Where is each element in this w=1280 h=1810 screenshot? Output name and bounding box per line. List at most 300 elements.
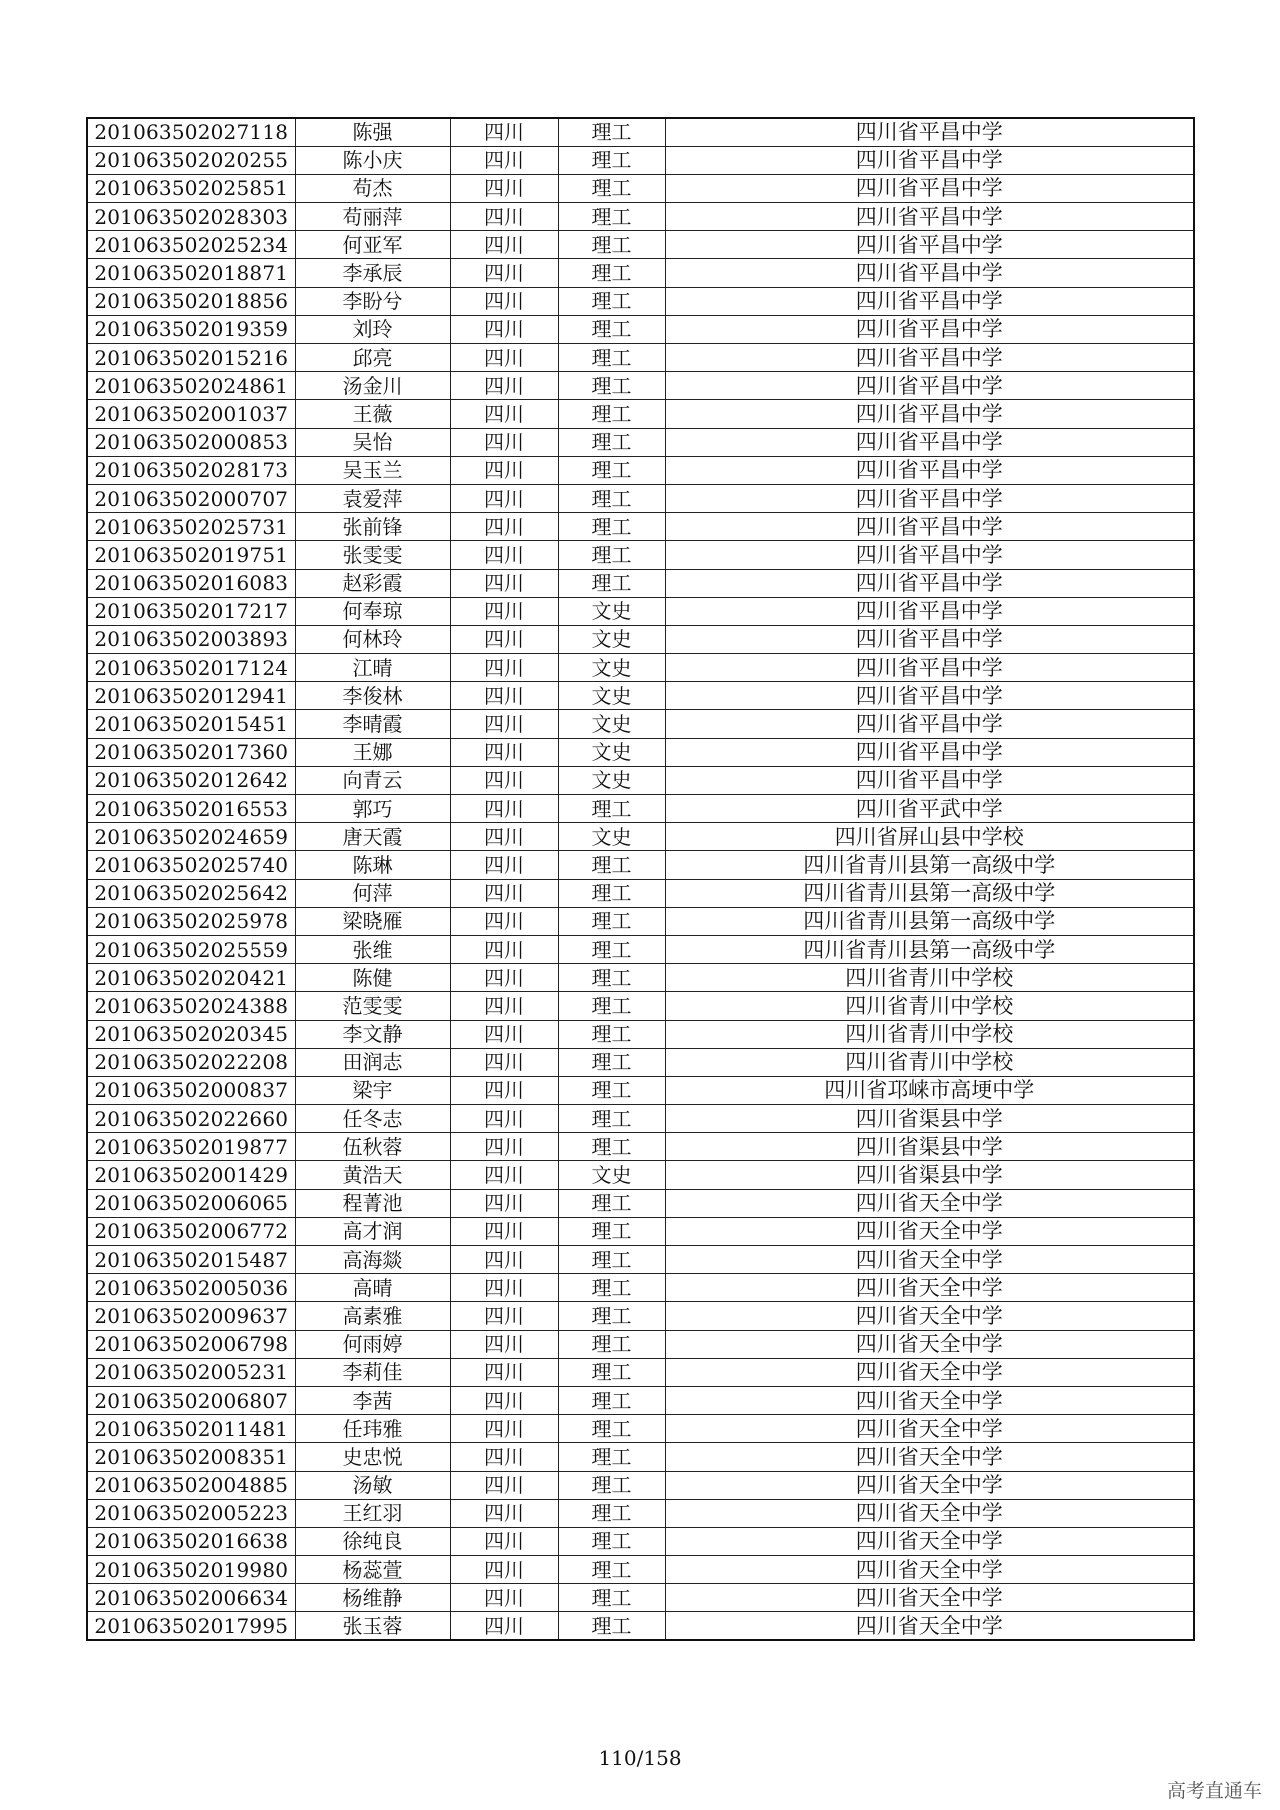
- subject-type-cell: 理工: [558, 1527, 665, 1555]
- name-cell: 范雯雯: [295, 992, 450, 1020]
- province-cell: 四川: [450, 484, 558, 512]
- school-cell: 四川省天全中学: [665, 1612, 1194, 1640]
- name-cell: 李承辰: [295, 259, 450, 287]
- subject-type-cell: 理工: [558, 259, 665, 287]
- subject-type-cell: 理工: [558, 174, 665, 202]
- name-cell: 郭巧: [295, 795, 450, 823]
- exam-number-cell: 201063502005223: [87, 1499, 295, 1527]
- school-cell: 四川省平昌中学: [665, 315, 1194, 343]
- subject-type-cell: 理工: [558, 879, 665, 907]
- school-cell: 四川省平昌中学: [665, 738, 1194, 766]
- exam-number-cell: 201063502004885: [87, 1471, 295, 1499]
- subject-type-cell: 理工: [558, 1302, 665, 1330]
- school-cell: 四川省平昌中学: [665, 456, 1194, 484]
- name-cell: 高海燚: [295, 1246, 450, 1274]
- table-row: [87, 1302, 1194, 1330]
- name-cell: 史忠悦: [295, 1443, 450, 1471]
- table-row: [87, 879, 1194, 907]
- province-cell: 四川: [450, 1499, 558, 1527]
- subject-type-cell: 理工: [558, 541, 665, 569]
- exam-number-cell: 201063502028173: [87, 456, 295, 484]
- name-cell: 王红羽: [295, 1499, 450, 1527]
- exam-number-cell: 201063502025978: [87, 907, 295, 935]
- exam-number-cell: 201063502016638: [87, 1527, 295, 1555]
- exam-number-cell: 201063502006065: [87, 1189, 295, 1217]
- name-cell: 张雯雯: [295, 541, 450, 569]
- school-cell: 四川省平昌中学: [665, 710, 1194, 738]
- school-cell: 四川省平昌中学: [665, 513, 1194, 541]
- table-row: [87, 372, 1194, 400]
- name-cell: 李盼兮: [295, 287, 450, 315]
- table-row: [87, 1358, 1194, 1386]
- name-cell: 田润志: [295, 1048, 450, 1076]
- exam-number-cell: 201063502017217: [87, 597, 295, 625]
- subject-type-cell: 理工: [558, 1584, 665, 1612]
- exam-number-cell: 201063502015487: [87, 1246, 295, 1274]
- exam-number-cell: 201063502000853: [87, 428, 295, 456]
- name-cell: 高素雅: [295, 1302, 450, 1330]
- exam-number-cell: 201063502001037: [87, 400, 295, 428]
- school-cell: 四川省平昌中学: [665, 259, 1194, 287]
- school-cell: 四川省天全中学: [665, 1584, 1194, 1612]
- exam-number-cell: 201063502019751: [87, 541, 295, 569]
- table-row: [87, 231, 1194, 259]
- province-cell: 四川: [450, 456, 558, 484]
- name-cell: 唐天霞: [295, 823, 450, 851]
- table-row: [87, 174, 1194, 202]
- province-cell: 四川: [450, 823, 558, 851]
- exam-number-cell: 201063502017124: [87, 654, 295, 682]
- subject-type-cell: 理工: [558, 146, 665, 174]
- name-cell: 杨蕊萱: [295, 1556, 450, 1584]
- name-cell: 李晴霞: [295, 710, 450, 738]
- school-cell: 四川省天全中学: [665, 1527, 1194, 1555]
- province-cell: 四川: [450, 118, 558, 146]
- school-cell: 四川省平昌中学: [665, 203, 1194, 231]
- school-cell: 四川省天全中学: [665, 1443, 1194, 1471]
- exam-number-cell: 201063502020421: [87, 964, 295, 992]
- subject-type-cell: 理工: [558, 484, 665, 512]
- table-row: [87, 710, 1194, 738]
- school-cell: 四川省平昌中学: [665, 625, 1194, 653]
- province-cell: 四川: [450, 259, 558, 287]
- table-row: [87, 344, 1194, 372]
- exam-number-cell: 201063502006807: [87, 1386, 295, 1414]
- school-cell: 四川省青川县第一高级中学: [665, 907, 1194, 935]
- name-cell: 陈健: [295, 964, 450, 992]
- exam-number-cell: 201063502012941: [87, 682, 295, 710]
- subject-type-cell: 理工: [558, 1217, 665, 1245]
- table-row: [87, 484, 1194, 512]
- name-cell: 李茜: [295, 1386, 450, 1414]
- subject-type-cell: 理工: [558, 1330, 665, 1358]
- subject-type-cell: 理工: [558, 1048, 665, 1076]
- table-row: [87, 851, 1194, 879]
- exam-number-cell: 201063502025234: [87, 231, 295, 259]
- subject-type-cell: 理工: [558, 1443, 665, 1471]
- exam-number-cell: 201063502009637: [87, 1302, 295, 1330]
- exam-number-cell: 201063502020255: [87, 146, 295, 174]
- exam-number-cell: 201063502024861: [87, 372, 295, 400]
- subject-type-cell: 理工: [558, 1612, 665, 1640]
- province-cell: 四川: [450, 1048, 558, 1076]
- school-cell: 四川省天全中学: [665, 1415, 1194, 1443]
- table-row: [87, 259, 1194, 287]
- name-cell: 刘玲: [295, 315, 450, 343]
- province-cell: 四川: [450, 1246, 558, 1274]
- exam-number-cell: 201063502025559: [87, 935, 295, 963]
- subject-type-cell: 理工: [558, 1020, 665, 1048]
- exam-number-cell: 201063502018856: [87, 287, 295, 315]
- table-row: [87, 907, 1194, 935]
- subject-type-cell: 理工: [558, 456, 665, 484]
- table-row: [87, 766, 1194, 794]
- school-cell: 四川省平昌中学: [665, 146, 1194, 174]
- name-cell: 邱亮: [295, 344, 450, 372]
- table-row: [87, 1612, 1194, 1640]
- province-cell: 四川: [450, 541, 558, 569]
- name-cell: 梁宇: [295, 1076, 450, 1104]
- table-row: [87, 1584, 1194, 1612]
- province-cell: 四川: [450, 1471, 558, 1499]
- table-row: [87, 1189, 1194, 1217]
- table-body: [87, 118, 1194, 1640]
- table-row: [87, 513, 1194, 541]
- subject-type-cell: 理工: [558, 992, 665, 1020]
- school-cell: 四川省平昌中学: [665, 484, 1194, 512]
- name-cell: 何萍: [295, 879, 450, 907]
- province-cell: 四川: [450, 710, 558, 738]
- exam-number-cell: 201063502025740: [87, 851, 295, 879]
- name-cell: 吴玉兰: [295, 456, 450, 484]
- name-cell: 何亚军: [295, 231, 450, 259]
- school-cell: 四川省平昌中学: [665, 682, 1194, 710]
- province-cell: 四川: [450, 344, 558, 372]
- province-cell: 四川: [450, 1133, 558, 1161]
- school-cell: 四川省天全中学: [665, 1217, 1194, 1245]
- school-cell: 四川省青川县第一高级中学: [665, 879, 1194, 907]
- subject-type-cell: 理工: [558, 569, 665, 597]
- province-cell: 四川: [450, 1584, 558, 1612]
- exam-number-cell: 201063502017995: [87, 1612, 295, 1640]
- school-cell: 四川省渠县中学: [665, 1105, 1194, 1133]
- table-row: [87, 456, 1194, 484]
- table-row: [87, 1020, 1194, 1048]
- province-cell: 四川: [450, 1415, 558, 1443]
- school-cell: 四川省天全中学: [665, 1499, 1194, 1527]
- subject-type-cell: 文史: [558, 766, 665, 794]
- school-cell: 四川省平昌中学: [665, 231, 1194, 259]
- name-cell: 黄浩天: [295, 1161, 450, 1189]
- table-row: [87, 1217, 1194, 1245]
- name-cell: 任玮雅: [295, 1415, 450, 1443]
- exam-number-cell: 201063502025731: [87, 513, 295, 541]
- province-cell: 四川: [450, 597, 558, 625]
- school-cell: 四川省青川县第一高级中学: [665, 851, 1194, 879]
- school-cell: 四川省邛崃市高埂中学: [665, 1076, 1194, 1104]
- school-cell: 四川省天全中学: [665, 1274, 1194, 1302]
- school-cell: 四川省平昌中学: [665, 372, 1194, 400]
- province-cell: 四川: [450, 146, 558, 174]
- student-list-table: [86, 117, 1195, 1641]
- school-cell: 四川省渠县中学: [665, 1133, 1194, 1161]
- subject-type-cell: 理工: [558, 1556, 665, 1584]
- name-cell: 李文静: [295, 1020, 450, 1048]
- name-cell: 向青云: [295, 766, 450, 794]
- exam-number-cell: 201063502001429: [87, 1161, 295, 1189]
- province-cell: 四川: [450, 1330, 558, 1358]
- subject-type-cell: 理工: [558, 1471, 665, 1499]
- table-row: [87, 1246, 1194, 1274]
- province-cell: 四川: [450, 1527, 558, 1555]
- province-cell: 四川: [450, 1358, 558, 1386]
- exam-number-cell: 201063502017360: [87, 738, 295, 766]
- province-cell: 四川: [450, 1443, 558, 1471]
- subject-type-cell: 理工: [558, 964, 665, 992]
- school-cell: 四川省天全中学: [665, 1358, 1194, 1386]
- province-cell: 四川: [450, 569, 558, 597]
- school-cell: 四川省平昌中学: [665, 541, 1194, 569]
- province-cell: 四川: [450, 1020, 558, 1048]
- table-row: [87, 428, 1194, 456]
- name-cell: 徐纯良: [295, 1527, 450, 1555]
- name-cell: 程菁池: [295, 1189, 450, 1217]
- school-cell: 四川省平昌中学: [665, 287, 1194, 315]
- exam-number-cell: 201063502019359: [87, 315, 295, 343]
- province-cell: 四川: [450, 879, 558, 907]
- exam-number-cell: 201063502011481: [87, 1415, 295, 1443]
- name-cell: 高晴: [295, 1274, 450, 1302]
- subject-type-cell: 文史: [558, 682, 665, 710]
- school-cell: 四川省平昌中学: [665, 766, 1194, 794]
- province-cell: 四川: [450, 1189, 558, 1217]
- subject-type-cell: 文史: [558, 1161, 665, 1189]
- table-row: [87, 625, 1194, 653]
- subject-type-cell: 文史: [558, 710, 665, 738]
- name-cell: 杨维静: [295, 1584, 450, 1612]
- subject-type-cell: 理工: [558, 1133, 665, 1161]
- school-cell: 四川省青川中学校: [665, 992, 1194, 1020]
- exam-number-cell: 201063502005036: [87, 1274, 295, 1302]
- exam-number-cell: 201063502000837: [87, 1076, 295, 1104]
- province-cell: 四川: [450, 964, 558, 992]
- school-cell: 四川省平昌中学: [665, 174, 1194, 202]
- province-cell: 四川: [450, 1386, 558, 1414]
- subject-type-cell: 理工: [558, 935, 665, 963]
- table-row: [87, 1499, 1194, 1527]
- subject-type-cell: 理工: [558, 1076, 665, 1104]
- province-cell: 四川: [450, 1274, 558, 1302]
- exam-number-cell: 201063502027118: [87, 118, 295, 146]
- subject-type-cell: 文史: [558, 625, 665, 653]
- school-cell: 四川省平武中学: [665, 795, 1194, 823]
- subject-type-cell: 理工: [558, 231, 665, 259]
- province-cell: 四川: [450, 654, 558, 682]
- school-cell: 四川省平昌中学: [665, 569, 1194, 597]
- name-cell: 王娜: [295, 738, 450, 766]
- province-cell: 四川: [450, 766, 558, 794]
- province-cell: 四川: [450, 1556, 558, 1584]
- name-cell: 吴怡: [295, 428, 450, 456]
- province-cell: 四川: [450, 1105, 558, 1133]
- table-row: [87, 1161, 1194, 1189]
- subject-type-cell: 文史: [558, 597, 665, 625]
- table-row: [87, 964, 1194, 992]
- table-row: [87, 597, 1194, 625]
- name-cell: 陈琳: [295, 851, 450, 879]
- name-cell: 李俊林: [295, 682, 450, 710]
- name-cell: 何奉琼: [295, 597, 450, 625]
- school-cell: 四川省平昌中学: [665, 654, 1194, 682]
- school-cell: 四川省渠县中学: [665, 1161, 1194, 1189]
- table-row: [87, 1443, 1194, 1471]
- school-cell: 四川省青川中学校: [665, 1048, 1194, 1076]
- name-cell: 何雨婷: [295, 1330, 450, 1358]
- school-cell: 四川省天全中学: [665, 1386, 1194, 1414]
- exam-number-cell: 201063502005231: [87, 1358, 295, 1386]
- name-cell: 袁爱萍: [295, 484, 450, 512]
- table-row: [87, 203, 1194, 231]
- province-cell: 四川: [450, 315, 558, 343]
- subject-type-cell: 理工: [558, 428, 665, 456]
- name-cell: 江晴: [295, 654, 450, 682]
- name-cell: 汤敏: [295, 1471, 450, 1499]
- table-row: [87, 541, 1194, 569]
- subject-type-cell: 理工: [558, 513, 665, 541]
- school-cell: 四川省青川县第一高级中学: [665, 935, 1194, 963]
- exam-number-cell: 201063502024659: [87, 823, 295, 851]
- subject-type-cell: 理工: [558, 1246, 665, 1274]
- school-cell: 四川省天全中学: [665, 1246, 1194, 1274]
- name-cell: 任冬志: [295, 1105, 450, 1133]
- subject-type-cell: 理工: [558, 315, 665, 343]
- subject-type-cell: 理工: [558, 203, 665, 231]
- table-row: [87, 1415, 1194, 1443]
- name-cell: 梁晓雁: [295, 907, 450, 935]
- subject-type-cell: 理工: [558, 1274, 665, 1302]
- exam-number-cell: 201063502008351: [87, 1443, 295, 1471]
- name-cell: 陈小庆: [295, 146, 450, 174]
- exam-number-cell: 201063502006634: [87, 1584, 295, 1612]
- table-row: [87, 1133, 1194, 1161]
- name-cell: 高才润: [295, 1217, 450, 1245]
- school-cell: 四川省平昌中学: [665, 118, 1194, 146]
- province-cell: 四川: [450, 907, 558, 935]
- subject-type-cell: 理工: [558, 1415, 665, 1443]
- school-cell: 四川省天全中学: [665, 1471, 1194, 1499]
- province-cell: 四川: [450, 372, 558, 400]
- table-row: [87, 1105, 1194, 1133]
- subject-type-cell: 理工: [558, 118, 665, 146]
- exam-number-cell: 201063502028303: [87, 203, 295, 231]
- subject-type-cell: 理工: [558, 795, 665, 823]
- table-row: [87, 654, 1194, 682]
- subject-type-cell: 理工: [558, 372, 665, 400]
- school-cell: 四川省天全中学: [665, 1556, 1194, 1584]
- subject-type-cell: 文史: [558, 654, 665, 682]
- subject-type-cell: 理工: [558, 400, 665, 428]
- table-row: [87, 400, 1194, 428]
- exam-number-cell: 201063502006772: [87, 1217, 295, 1245]
- table-row: [87, 1386, 1194, 1414]
- name-cell: 王薇: [295, 400, 450, 428]
- exam-number-cell: 201063502016083: [87, 569, 295, 597]
- name-cell: 张前锋: [295, 513, 450, 541]
- table-row: [87, 1556, 1194, 1584]
- name-cell: 何林玲: [295, 625, 450, 653]
- exam-number-cell: 201063502022208: [87, 1048, 295, 1076]
- province-cell: 四川: [450, 174, 558, 202]
- province-cell: 四川: [450, 1612, 558, 1640]
- province-cell: 四川: [450, 992, 558, 1020]
- school-cell: 四川省平昌中学: [665, 344, 1194, 372]
- exam-number-cell: 201063502015451: [87, 710, 295, 738]
- name-cell: 赵彩霞: [295, 569, 450, 597]
- subject-type-cell: 理工: [558, 1189, 665, 1217]
- name-cell: 汤金川: [295, 372, 450, 400]
- subject-type-cell: 理工: [558, 851, 665, 879]
- table-row: [87, 569, 1194, 597]
- province-cell: 四川: [450, 682, 558, 710]
- province-cell: 四川: [450, 400, 558, 428]
- subject-type-cell: 理工: [558, 1386, 665, 1414]
- page-number: 110/158: [598, 1746, 682, 1770]
- school-cell: 四川省天全中学: [665, 1189, 1194, 1217]
- exam-number-cell: 201063502015216: [87, 344, 295, 372]
- exam-number-cell: 201063502022660: [87, 1105, 295, 1133]
- province-cell: 四川: [450, 851, 558, 879]
- province-cell: 四川: [450, 1076, 558, 1104]
- exam-number-cell: 201063502019980: [87, 1556, 295, 1584]
- exam-number-cell: 201063502016553: [87, 795, 295, 823]
- exam-number-cell: 201063502019877: [87, 1133, 295, 1161]
- province-cell: 四川: [450, 428, 558, 456]
- exam-number-cell: 201063502006798: [87, 1330, 295, 1358]
- school-cell: 四川省青川中学校: [665, 964, 1194, 992]
- province-cell: 四川: [450, 795, 558, 823]
- name-cell: 陈强: [295, 118, 450, 146]
- table-row: [87, 1274, 1194, 1302]
- province-cell: 四川: [450, 935, 558, 963]
- watermark-text: 高考直通车: [1166, 1780, 1262, 1802]
- table-row: [87, 1471, 1194, 1499]
- exam-number-cell: 201063502003893: [87, 625, 295, 653]
- table-row: [87, 795, 1194, 823]
- table-row: [87, 1076, 1194, 1104]
- province-cell: 四川: [450, 203, 558, 231]
- province-cell: 四川: [450, 1161, 558, 1189]
- exam-number-cell: 201063502000707: [87, 484, 295, 512]
- school-cell: 四川省平昌中学: [665, 597, 1194, 625]
- subject-type-cell: 文史: [558, 738, 665, 766]
- exam-number-cell: 201063502025851: [87, 174, 295, 202]
- subject-type-cell: 理工: [558, 907, 665, 935]
- table-row: [87, 823, 1194, 851]
- name-cell: 李莉佳: [295, 1358, 450, 1386]
- name-cell: 张玉蓉: [295, 1612, 450, 1640]
- name-cell: 伍秋蓉: [295, 1133, 450, 1161]
- table-row: [87, 1330, 1194, 1358]
- exam-number-cell: 201063502020345: [87, 1020, 295, 1048]
- table-row: [87, 1048, 1194, 1076]
- school-cell: 四川省平昌中学: [665, 400, 1194, 428]
- province-cell: 四川: [450, 1302, 558, 1330]
- province-cell: 四川: [450, 287, 558, 315]
- school-cell: 四川省青川中学校: [665, 1020, 1194, 1048]
- province-cell: 四川: [450, 625, 558, 653]
- subject-type-cell: 理工: [558, 344, 665, 372]
- table-row: [87, 738, 1194, 766]
